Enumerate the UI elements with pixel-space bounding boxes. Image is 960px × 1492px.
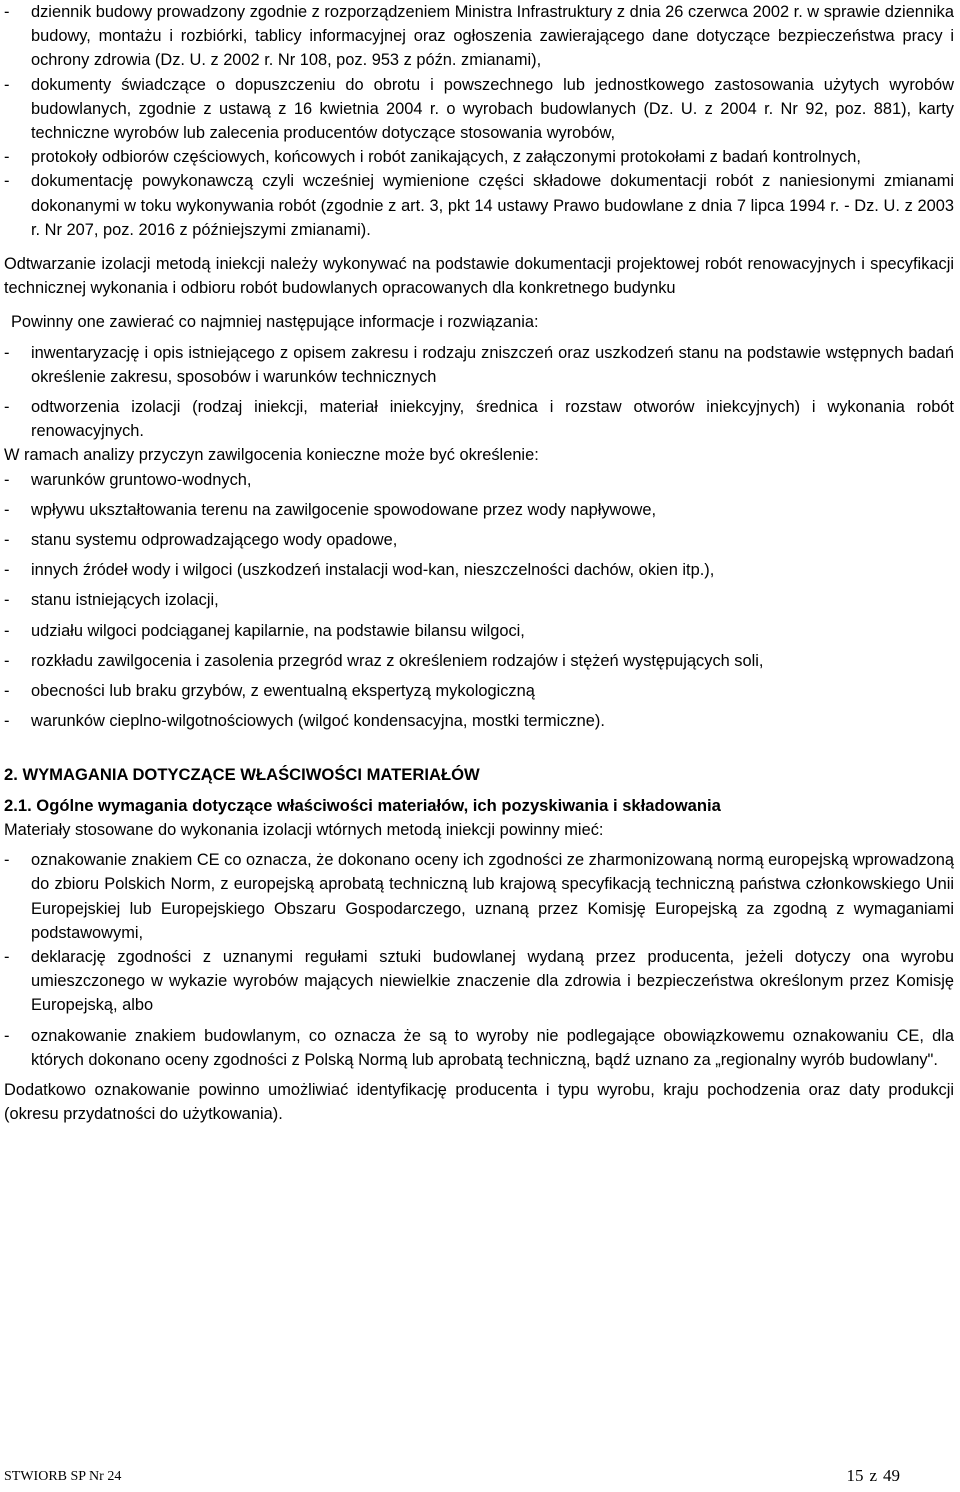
list-marker: -: [4, 531, 10, 550]
list-marker: -: [4, 851, 10, 870]
list-item: [4, 341, 954, 389]
list-item-text: wpływu ukształtowania terenu na zawilgocenie spowodowane przez wody napływowe,: [31, 500, 657, 519]
list-item: [4, 0, 954, 73]
document-body: [4, 0, 954, 1126]
list-item-text: rozkładu zawilgocenia i zasolenia przegród wraz z określeniem rodzajów i stężeń występujących soli,: [31, 651, 764, 670]
paragraph-analiza: W ramach analizy przyczyn zawilgocenia konieczne może być określenie:: [4, 446, 539, 465]
list-marker: -: [4, 500, 10, 519]
materialy-list: [4, 848, 954, 1072]
page-separator: z: [869, 1466, 877, 1485]
paragraph-odtwarzanie: Odtwarzanie izolacji metodą iniekcji należy wykonywać na podstawie dokumentacji projektowej robót renowacyjnych i specyfikacji technicznej wykonania i odbioru robót budowlanych opracowanych dla konkretnego budynku: [4, 255, 954, 298]
list-item: [4, 1024, 954, 1072]
list-item-text: innych źródeł wody i wilgoci (uszkodzeń instalacji wod-kan, nieszczelności dachów, okien itp.),: [31, 561, 715, 580]
list-item-text: warunków cieplno-wilgotnościowych (wilgoć kondensacyjna, mostki termiczne).: [31, 712, 605, 731]
list-marker: -: [4, 621, 10, 640]
list-item-text: obecności lub braku grzybów, z ewentualną ekspertyzą mykologiczną: [31, 682, 535, 701]
list-item-text: deklarację zgodności z uznanymi regułami sztuki budowlanej wydaną przez producenta, jeżeli dotyczy ona wyrobu umieszczonego w wykazie wyrobów mających niewielkie znaczenie dla zdrowia i bezpieczeństwa określonym przez Komisję Europejską, albo: [31, 947, 954, 1015]
paragraph-dodatkowo: Dodatkowo oznakowanie powinno umożliwiać identyfikację producenta i typu wyrobu, kraju pochodzenia oraz daty produkcji (okresu przydatności do użytkowania).: [4, 1080, 954, 1124]
list-marker: -: [4, 470, 10, 489]
list-marker: -: [4, 712, 10, 731]
list-item-text: udziału wilgoci podciąganej kapilarnie, na podstawie bilansu wilgoci,: [31, 621, 525, 640]
section-heading-2: 2. WYMAGANIA DOTYCZĄCE WŁAŚCIWOŚCI MATERIAŁÓW: [4, 765, 480, 785]
list-item: [4, 558, 954, 582]
paragraph-powinny: Powinny one zawierać co najmniej następujące informacje i rozwiązania:: [11, 313, 539, 332]
list-item-text: dokumentację powykonawczą czyli wcześniej wymienione części składowe dokumentacji robót z naniesionymi zmianami dokonanymi w toku wykonywania robót (zgodnie z art. 3, pkt 14 ustawy Prawo budowlane z dnia 7 lipca 1994 r. - Dz. U. z 2003 r. Nr 207, poz. 2016 z późniejszymi zmianami).: [31, 172, 954, 239]
list-item: [4, 145, 954, 169]
list-marker: -: [4, 947, 10, 966]
list-item-text: warunków gruntowo-wodnych,: [31, 470, 252, 489]
list-marker: -: [4, 561, 10, 580]
list-item: [4, 679, 954, 703]
list-item: [4, 588, 954, 612]
list-marker: -: [4, 148, 10, 167]
list-item-text: dokumenty świadczące o dopuszczeniu do obrotu i powszechnego lub jednostkowego zastosowania użytych wyrobów budowlanych, zgodnie z ustawą z 16 kwietnia 2004 r. o wyrobach budowlanych (Dz. U. z 2004 r. Nr 92, poz. 881), karty techniczne wyrobów lub zalecenia producentów dotyczące stosowania wyrobów,: [31, 75, 954, 143]
list-item: [4, 498, 954, 522]
list-item: [4, 649, 954, 673]
list-item-text: stanu istniejących izolacji,: [31, 591, 219, 610]
list-item-text: stanu systemu odprowadzającego wody opadowe,: [31, 531, 398, 550]
list-item-text: inwentaryzację i opis istniejącego z opisem zakresu i rodzaju zniszczeń oraz uszkodzeń stanu na podstawie wstępnych badań określenie zakresu, sposobów i warunków technicznych: [31, 343, 954, 386]
section-heading-2-1: 2.1. Ogólne wymagania dotyczące właściwości materiałów, ich pozyskiwania i składowania: [4, 795, 721, 815]
list-item: [4, 73, 954, 146]
info-list: [4, 341, 954, 444]
list-item: [4, 395, 954, 443]
list-item: [4, 468, 954, 492]
page-current: 15: [846, 1466, 864, 1485]
paragraph-materialy: Materiały stosowane do wykonania izolacji wtórnych metodą iniekcji powinny mieć:: [4, 820, 604, 839]
footer-page-number: [840, 1466, 900, 1486]
list-marker: -: [4, 172, 10, 191]
list-item-text: protokoły odbiorów częściowych, końcowych i robót zanikających, z załączonymi protokołami z badań kontrolnych,: [31, 148, 861, 167]
list-marker: -: [4, 343, 10, 362]
list-marker: -: [4, 3, 10, 21]
list-item-text: odtworzenia izolacji (rodzaj iniekcji, materiał iniekcyjny, średnica i rozstaw otworów iniekcyjnych) i wykonania robót renowacyjnych.: [31, 398, 954, 441]
list-item: [4, 528, 954, 552]
documents-list: [4, 0, 954, 242]
list-item: [4, 169, 954, 242]
list-item: [4, 945, 954, 1018]
list-item-text: oznakowanie znakiem CE co oznacza, że dokonano oceny ich zgodności ze zharmonizowaną normą europejską wprowadzoną do zbioru Polskich Norm, z europejską aprobatą techniczną lub krajową specyfikacją techniczną państwa członkowskiego Unii Europejskiej lub Europejskiego Obszaru Gospodarczego, uznaną przez Komisję Europejską za zgodną z wymaganiami podstawowymi,: [31, 851, 954, 942]
list-item: [4, 848, 954, 945]
list-marker: -: [4, 1026, 10, 1045]
list-marker: -: [4, 682, 10, 701]
list-marker: -: [4, 591, 10, 610]
list-item-text: dziennik budowy prowadzony zgodnie z rozporządzeniem Ministra Infrastruktury z dnia 26 czerwca 2002 r. w sprawie dziennika budowy, montażu i rozbiórki, tablicy informacyjnej oraz ogłoszenia zawierającego dane dotyczące bezpieczeństwa pracy i ochrony zdrowia (Dz. U. z 2002 r. Nr 108, poz. 953 z późn. zmianami),: [31, 3, 954, 70]
list-item: [4, 619, 954, 643]
list-marker: -: [4, 398, 10, 417]
list-marker: -: [4, 75, 10, 94]
list-item-text: oznakowanie znakiem budowlanym, co oznacza że są to wyroby nie podlegające obowiązkowemu oznakowaniu CE, dla których dokonano oceny zgodności z Polską Normą lub aprobatą techniczną, bądź uznano za „regionalny wyrób budowlany".: [31, 1026, 954, 1069]
analiza-list: [4, 468, 954, 734]
list-item: [4, 709, 954, 733]
page-total: 49: [883, 1466, 900, 1485]
footer-doc-id: STWIORB SP Nr 24: [4, 1469, 122, 1484]
list-marker: -: [4, 651, 10, 670]
